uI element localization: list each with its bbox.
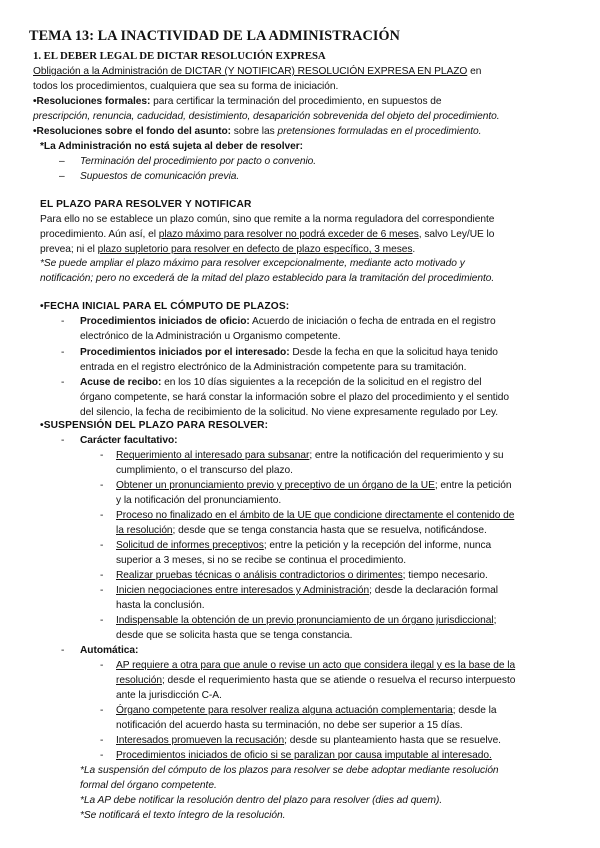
paragraph-line: hasta la conclusión. (116, 600, 205, 611)
section-heading-deber-legal: 1. EL DEBER LEGAL DE DICTAR RESOLUCIÓN EXPRESA (33, 50, 326, 62)
dash-bullet: - (100, 450, 104, 461)
paragraph-line: notificación del acuerdo hasta su terminación, no debe ser superior a 15 días. (116, 720, 463, 731)
subheading-facultativo: Carácter facultativo: (80, 435, 178, 446)
list-item: Acuse de recibo: en los 10 días siguientes a la recepción de la solicitud en el registro del (80, 377, 482, 388)
bullet-resoluciones-fondo: •Resoluciones sobre el fondo del asunto: sobre las pretensiones formuladas en el procedimiento. (33, 126, 482, 137)
paragraph-line: notificación; pero no excederá de la mitad del plazo establecido para la tramitación del procedimiento. (40, 273, 495, 284)
list-item: Procedimientos iniciados de oficio si se paralizan por causa imputable al interesado. (116, 750, 492, 761)
paragraph-line: ante la jurisdicción C-A. (116, 690, 222, 701)
page-title: TEMA 13: LA INACTIVIDAD DE LA ADMINISTRACIÓN (29, 28, 400, 44)
list-item: AP requiere a otra para que anule o revise un acto que considera ilegal y es la base de la (116, 660, 516, 671)
note-line: formal del órgano competente. (80, 780, 217, 791)
list-item: Obtener un pronunciamiento previo y preceptivo de un órgano de la UE; entre la petición (116, 480, 512, 491)
list-item: Requerimiento al interesado para subsanar; entre la notificación del requerimiento y su (116, 450, 504, 461)
paragraph-line: órgano competente, se hará constar la información sobre el plazo del procedimiento y el sentido (80, 392, 510, 403)
section-heading-fecha-inicial: •FECHA INICIAL PARA EL CÓMPUTO DE PLAZOS: (40, 301, 290, 312)
paragraph-line: prevea; ni el plazo supletorio para resolver en defecto de plazo específico, 3 meses. (40, 244, 416, 255)
paragraph-line: procedimiento. Aún así, el plazo máximo para resolver no podrá exceder de 6 meses, salvo Ley/UE lo (40, 229, 495, 240)
paragraph-line: entrada en el registro electrónico de la Administración competente para su tramitación. (80, 362, 467, 373)
paragraph-line: la resolución; desde que se tenga constancia hasta que se resuelva, notificándose. (116, 525, 487, 536)
list-item: Terminación del procedimiento por pacto o convenio. (80, 156, 317, 167)
dash-bullet: - (100, 735, 104, 746)
section-heading-suspension: •SUSPENSIÓN DEL PLAZO PARA RESOLVER: (40, 420, 269, 431)
dash-bullet: - (61, 435, 65, 446)
dash-bullet: – (59, 156, 65, 167)
bullet-resoluciones-formales: •Resoluciones formales: para certificar la terminación del procedimiento, en supuestos de (33, 96, 442, 107)
list-item: Proceso no finalizado en el ámbito de la UE que condicione directamente el contenido de (116, 510, 515, 521)
paragraph-line: cumplimiento, o el transcurso del plazo. (116, 465, 293, 476)
dash-bullet: – (59, 171, 65, 182)
dash-bullet: - (100, 750, 104, 761)
list-item: Interesados promueven la recusación; desde su planteamiento hasta que se resuelve. (116, 735, 501, 746)
dash-bullet: - (100, 510, 104, 521)
paragraph-line: todos los procedimientos, cualquiera que sea su forma de iniciación. (33, 81, 339, 92)
paragraph-line: Para ello no se establece un plazo común, sino que remite a la norma reguladora del correspondiente (40, 214, 495, 225)
dash-bullet: - (61, 316, 65, 327)
list-item: Órgano competente para resolver realiza alguna actuación complementaria; desde la (116, 705, 497, 716)
list-item: Procedimientos iniciados de oficio: Acuerdo de iniciación o fecha de entrada en el registro (80, 316, 496, 327)
list-item: Supuestos de comunicación previa. (80, 171, 240, 182)
subheading-automatica: Automática: (80, 645, 139, 656)
paragraph-line: resolución; desde el requerimiento hasta que se atiende o resuelva el recurso interpuesto (116, 675, 516, 686)
paragraph-line: prescripción, renuncia, caducidad, desistimiento, desaparición sobrevenida del objeto del procedimiento. (33, 111, 500, 122)
dash-bullet: - (100, 480, 104, 491)
paragraph-line: electrónico de la Administración u Organismo competente. (80, 331, 341, 342)
dash-bullet: - (100, 660, 104, 671)
paragraph-line: desde que se solicita hasta que se tenga constancia. (116, 630, 353, 641)
dash-bullet: - (61, 377, 65, 388)
paragraph-line: Obligación a la Administración de DICTAR (Y NOTIFICAR) RESOLUCIÓN EXPRESA EN PLAZO en (33, 66, 482, 77)
paragraph-line: *Se puede ampliar el plazo máximo para resolver excepcionalmente, mediante acto motivado y (40, 258, 465, 269)
list-item: Inicien negociaciones entre interesados y Administración; desde la declaración formal (116, 585, 498, 596)
note-line: *La AP debe notificar la resolución dentro del plazo para resolver (dies ad quem). (80, 795, 443, 806)
paragraph-line: superior a 3 meses, si no se recibe se continua el procedimiento. (116, 555, 407, 566)
list-item: Realizar pruebas técnicas o análisis contradictorios o dirimentes; tiempo necesario. (116, 570, 488, 581)
note-line: *La suspensión del cómputo de los plazos para resolver se debe adoptar mediante resolución (80, 765, 499, 776)
dash-bullet: - (100, 705, 104, 716)
dash-bullet: - (61, 347, 65, 358)
dash-bullet: - (100, 540, 104, 551)
note-no-sujeta: *La Administración no está sujeta al deber de resolver: (40, 141, 303, 152)
list-item: Procedimientos iniciados por el interesado: Desde la fecha en que la solicitud haya tenido (80, 347, 498, 358)
section-heading-plazo: EL PLAZO PARA RESOLVER Y NOTIFICAR (40, 199, 252, 210)
dash-bullet: - (61, 645, 65, 656)
list-item: Indispensable la obtención de un previo pronunciamiento de un órgano jurisdiccional; (116, 615, 497, 626)
dash-bullet: - (100, 570, 104, 581)
note-line: *Se notificará el texto íntegro de la resolución. (80, 810, 286, 821)
paragraph-line: y la notificación del pronunciamiento. (116, 495, 282, 506)
paragraph-line: del silencio, la fecha de recibimiento de la solicitud. No viene expresamente regulado por Ley. (80, 407, 499, 418)
dash-bullet: - (100, 615, 104, 626)
list-item: Solicitud de informes preceptivos; entre la petición y la recepción del informe, nunca (116, 540, 492, 551)
dash-bullet: - (100, 585, 104, 596)
